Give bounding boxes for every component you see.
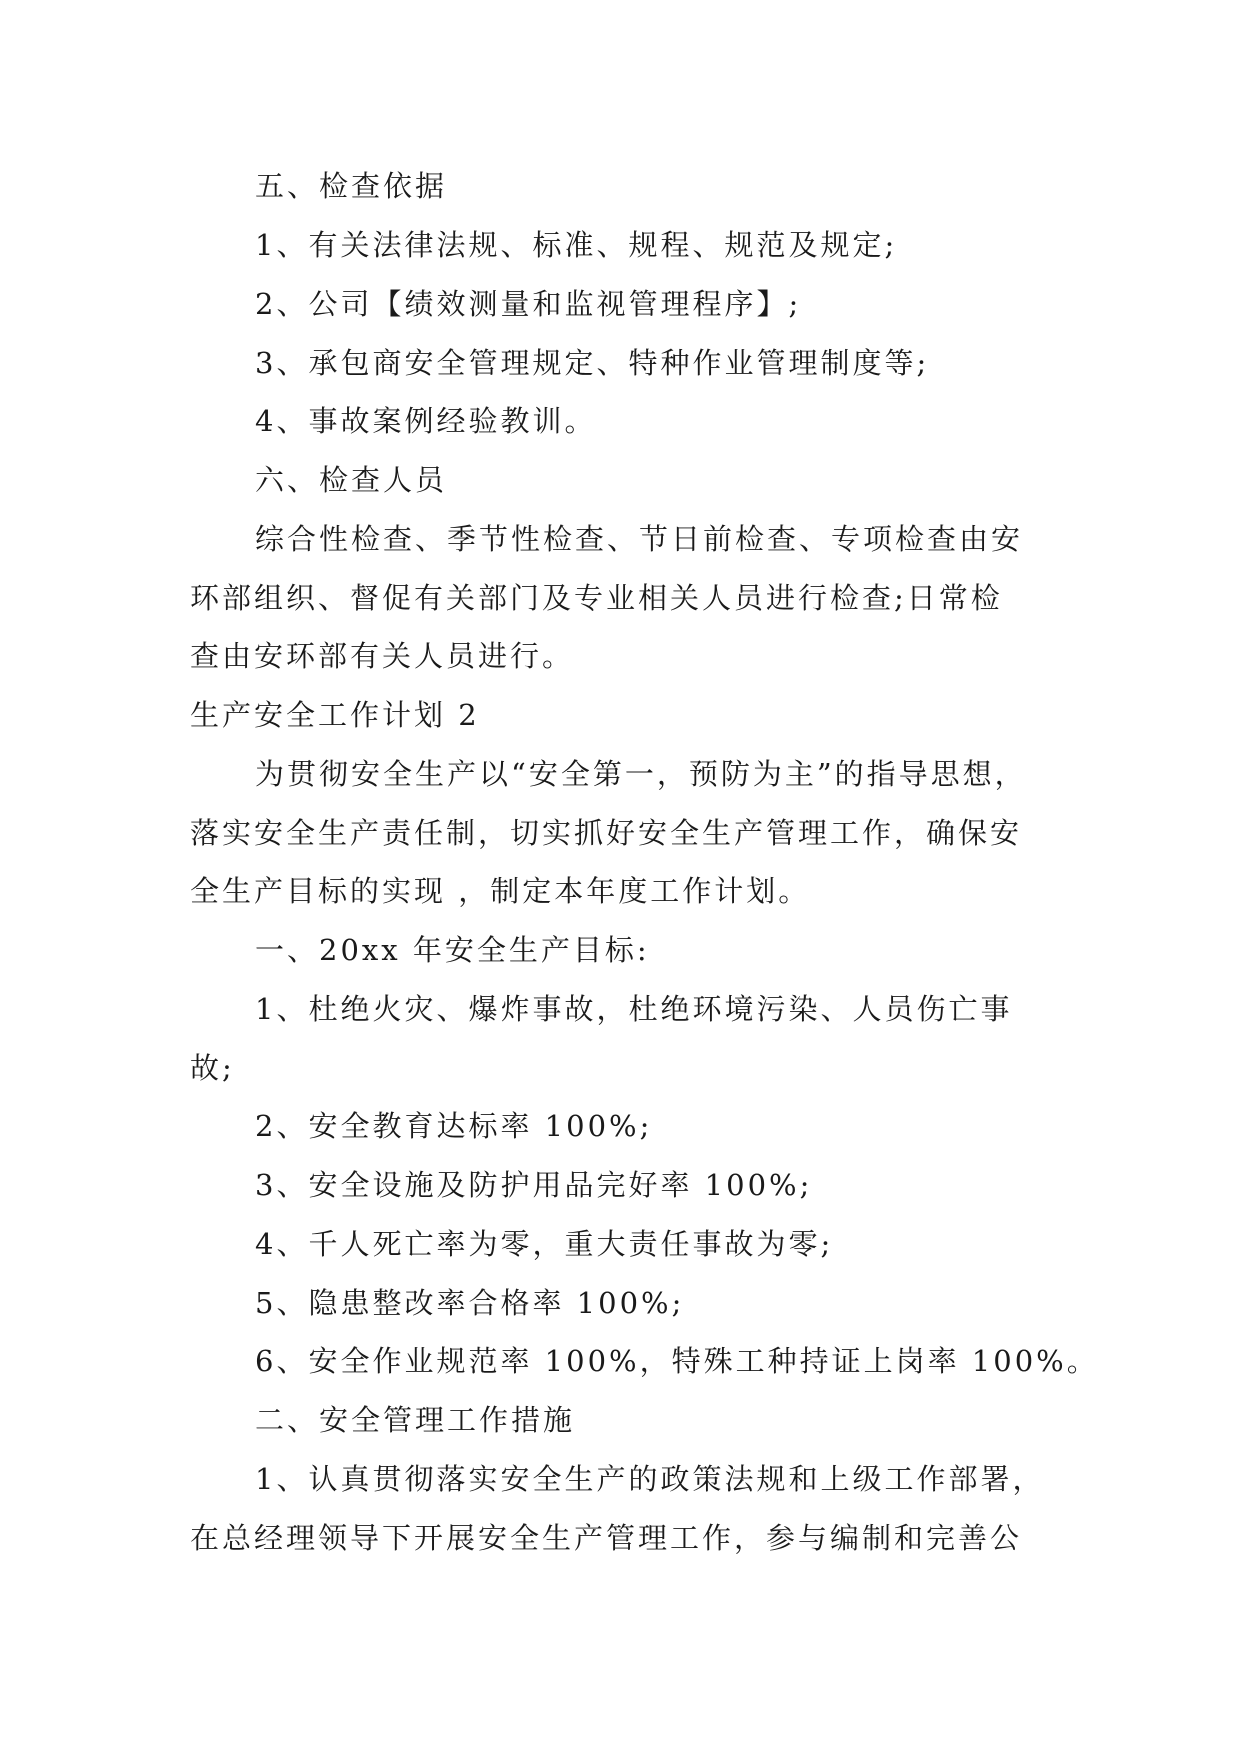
list-item-continuation: 在总经理领导下开展安全生产管理工作，参与编制和完善公 — [190, 1521, 1023, 1555]
list-item: 1、杜绝火灾、爆炸事故，杜绝环境污染、人员伤亡事 — [255, 992, 1013, 1026]
list-item: 4、千人死亡率为零，重大责任事故为零; — [255, 1227, 834, 1261]
paragraph-line: 为贯彻安全生产以“安全第一，预防为主”的指导思想， — [255, 757, 1027, 791]
paragraph-line: 查由安环部有关人员进行。 — [190, 639, 575, 673]
section-heading-6: 六、检查人员 — [255, 463, 448, 497]
section-heading-2: 二、安全管理工作措施 — [255, 1403, 576, 1437]
list-item: 3、安全设施及防护用品完好率 100%; — [255, 1168, 813, 1202]
list-item: 3、承包商安全管理规定、特种作业管理制度等; — [255, 346, 930, 380]
list-item: 6、安全作业规范率 100%，特殊工种持证上岗率 100%。 — [255, 1344, 1099, 1378]
paragraph-line: 综合性检查、季节性检查、节日前检查、专项检查由安 — [255, 522, 1024, 556]
section-heading-1: 一、20xx 年安全生产目标: — [255, 933, 650, 967]
list-item: 2、安全教育达标率 100%; — [255, 1109, 653, 1143]
paragraph-line: 全生产目标的实现 ，制定本年度工作计划。 — [190, 874, 811, 908]
section-heading-5: 五、检查依据 — [255, 169, 448, 203]
document-title: 生产安全工作计划 2 — [190, 698, 480, 732]
list-item: 4、事故案例经验教训。 — [255, 404, 597, 438]
list-item: 1、有关法律法规、标准、规程、规范及规定; — [255, 228, 898, 262]
paragraph-line: 落实安全生产责任制，切实抓好安全生产管理工作，确保安 — [190, 816, 1023, 850]
paragraph-line: 环部组织、督促有关部门及专业相关人员进行检查;日常检 — [190, 581, 1003, 615]
list-item: 2、公司【绩效测量和监视管理程序】; — [255, 287, 802, 321]
list-item: 1、认真贯彻落实安全生产的政策法规和上级工作部署， — [255, 1462, 1045, 1496]
list-item: 5、隐患整改率合格率 100%; — [255, 1286, 685, 1320]
list-item-continuation: 故; — [190, 1051, 235, 1085]
